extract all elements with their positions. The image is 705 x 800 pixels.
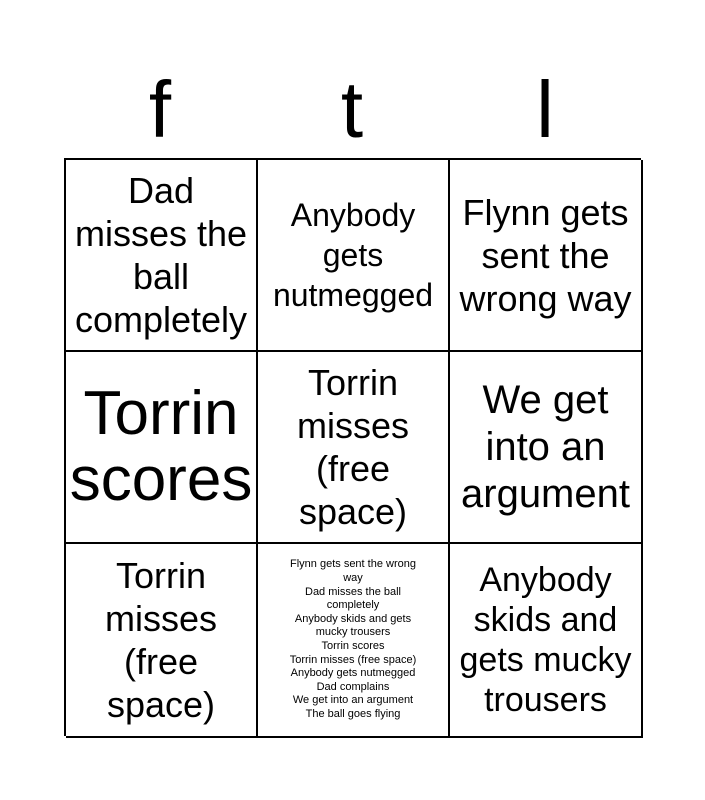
list-item: Dad misses the ball completely xyxy=(305,585,401,612)
bingo-cell[interactable] xyxy=(450,352,643,544)
list-item: Torrin scores xyxy=(321,640,385,652)
bingo-cell[interactable] xyxy=(450,160,643,352)
bingo-cell[interactable] xyxy=(66,544,258,738)
bingo-board xyxy=(64,158,641,736)
list-item: Anybody skids and gets mucky trousers xyxy=(294,612,412,639)
cell-text: Anybody skids and gets mucky trousers xyxy=(459,561,632,719)
header-letter-l: l xyxy=(536,65,554,154)
cell-text: Torrin misses (free space) xyxy=(104,555,217,725)
cell-text: Torrin scores xyxy=(69,379,253,514)
list-item: Flynn gets sent the wrong way xyxy=(290,558,416,585)
bingo-cell[interactable] xyxy=(450,544,643,738)
header-letter-t: t xyxy=(340,65,364,154)
cell-text: Dad misses the ball completely xyxy=(74,170,248,340)
cell-text: Torrin misses (free space) xyxy=(296,362,409,532)
bingo-cell[interactable] xyxy=(66,352,258,544)
header-letter-f: f xyxy=(148,65,172,154)
list-item: Torrin misses (free space) xyxy=(289,653,417,666)
cell-text: Flynn gets sent the wrong way xyxy=(459,191,632,319)
cell-text: We get into an argument xyxy=(461,377,630,516)
list-item: Dad complains xyxy=(316,680,390,693)
bingo-cell[interactable] xyxy=(258,160,450,352)
cell-text: Anybody gets nutmegged xyxy=(272,197,434,313)
bingo-cell-list[interactable] xyxy=(258,544,450,738)
list-item: Anybody gets nutmegged xyxy=(290,667,416,680)
list-item: We get into an argument xyxy=(292,694,414,707)
list-item: The ball goes flying xyxy=(305,707,401,720)
bingo-cell[interactable] xyxy=(66,160,258,352)
bingo-cell[interactable] xyxy=(258,352,450,544)
